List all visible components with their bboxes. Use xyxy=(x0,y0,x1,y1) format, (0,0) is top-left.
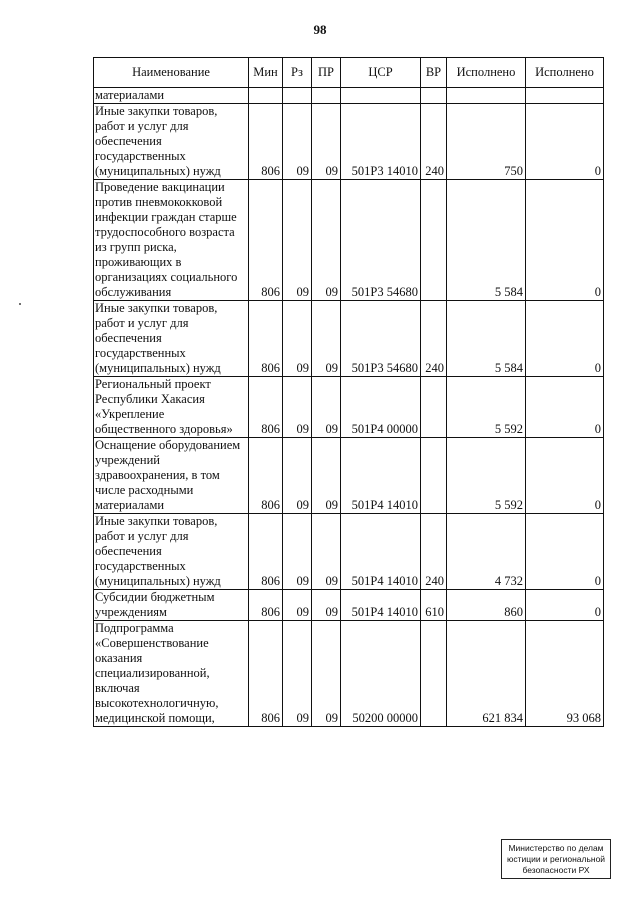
table-row-continuation xyxy=(94,88,604,104)
table-row xyxy=(94,514,604,590)
cell-rz: 09 xyxy=(283,514,312,590)
cell-csr: 501Р4 14010 xyxy=(341,514,421,590)
cell-executed-2: 0 xyxy=(526,438,604,514)
cell-vr: 240 xyxy=(421,104,447,180)
cell-name: Иные закупки товаров, работ и услуг для обеспечения государственных (муниципальных) нужд xyxy=(94,514,249,590)
cell-pr: 09 xyxy=(312,104,341,180)
cell-executed-2: 0 xyxy=(526,301,604,377)
cell-rz: 09 xyxy=(283,104,312,180)
stamp-line: юстиции и региональной xyxy=(506,853,606,864)
cell-vr xyxy=(421,88,447,104)
cell-executed-2: 0 xyxy=(526,377,604,438)
cell-rz xyxy=(283,88,312,104)
header-executed-1: Исполнено xyxy=(447,58,526,88)
cell-name: материалами xyxy=(94,88,249,104)
cell-csr: 50200 00000 xyxy=(341,621,421,727)
cell-executed-1: 5 592 xyxy=(447,438,526,514)
cell-executed-1: 860 xyxy=(447,590,526,621)
scan-speck xyxy=(19,303,21,305)
cell-pr: 09 xyxy=(312,621,341,727)
ministry-stamp xyxy=(501,839,611,879)
cell-executed-1: 5 584 xyxy=(447,301,526,377)
page-number: 98 xyxy=(313,22,327,37)
header-pr: ПР xyxy=(312,58,341,88)
cell-min xyxy=(249,88,283,104)
stamp-line: безопасности РХ xyxy=(522,864,590,875)
table-row xyxy=(94,438,604,514)
cell-executed-1 xyxy=(447,88,526,104)
cell-rz: 09 xyxy=(283,377,312,438)
cell-vr: 240 xyxy=(421,514,447,590)
cell-name: Региональный проект Республики Хакасия «Укрепление общественного здоровья» xyxy=(94,377,249,438)
cell-executed-1: 5 592 xyxy=(447,377,526,438)
cell-pr: 09 xyxy=(312,377,341,438)
header-executed-2: Исполнено xyxy=(526,58,604,88)
cell-min: 806 xyxy=(249,104,283,180)
stamp-line: Министерство по делам xyxy=(508,842,604,853)
header-min: Мин xyxy=(249,58,283,88)
cell-executed-2 xyxy=(526,88,604,104)
cell-min: 806 xyxy=(249,590,283,621)
cell-csr: 501Р3 54680 xyxy=(341,301,421,377)
cell-min: 806 xyxy=(249,301,283,377)
cell-pr: 09 xyxy=(312,438,341,514)
cell-vr xyxy=(421,438,447,514)
cell-min: 806 xyxy=(249,377,283,438)
table-row xyxy=(94,180,604,301)
cell-executed-2: 93 068 xyxy=(526,621,604,727)
cell-executed-1: 621 834 xyxy=(447,621,526,727)
cell-rz: 09 xyxy=(283,180,312,301)
table-row xyxy=(94,377,604,438)
cell-pr: 09 xyxy=(312,301,341,377)
table-row xyxy=(94,621,604,727)
cell-pr xyxy=(312,88,341,104)
cell-executed-1: 5 584 xyxy=(447,180,526,301)
cell-vr: 610 xyxy=(421,590,447,621)
header-csr: ЦСР xyxy=(341,58,421,88)
table-row xyxy=(94,590,604,621)
header-vr: ВР xyxy=(421,58,447,88)
cell-name: Оснащение оборудованием учреждений здравоохранения, в том числе расходными материалами xyxy=(94,438,249,514)
cell-csr: 501Р4 14010 xyxy=(341,590,421,621)
cell-vr: 240 xyxy=(421,301,447,377)
cell-min: 806 xyxy=(249,514,283,590)
cell-executed-2: 0 xyxy=(526,104,604,180)
table-row xyxy=(94,301,604,377)
cell-name: Иные закупки товаров, работ и услуг для обеспечения государственных (муниципальных) нужд xyxy=(94,301,249,377)
cell-csr: 501Р3 14010 xyxy=(341,104,421,180)
table-header-row xyxy=(94,58,604,88)
cell-csr: 501Р3 54680 xyxy=(341,180,421,301)
cell-executed-2: 0 xyxy=(526,180,604,301)
cell-min: 806 xyxy=(249,621,283,727)
cell-executed-2: 0 xyxy=(526,514,604,590)
cell-vr xyxy=(421,377,447,438)
cell-csr: 501Р4 00000 xyxy=(341,377,421,438)
cell-csr xyxy=(341,88,421,104)
cell-name: Проведение вакцинации против пневмококковой инфекции граждан старше трудоспособного возраста из групп риска, проживающих в организациях социального обслуживания xyxy=(94,180,249,301)
cell-pr: 09 xyxy=(312,514,341,590)
cell-executed-1: 4 732 xyxy=(447,514,526,590)
cell-name: Иные закупки товаров, работ и услуг для обеспечения государственных (муниципальных) нужд xyxy=(94,104,249,180)
cell-min: 806 xyxy=(249,180,283,301)
cell-csr: 501Р4 14010 xyxy=(341,438,421,514)
cell-name: Субсидии бюджетным учреждениям xyxy=(94,590,249,621)
cell-min: 806 xyxy=(249,438,283,514)
cell-vr xyxy=(421,621,447,727)
header-name: Наименование xyxy=(94,58,249,88)
cell-pr: 09 xyxy=(312,590,341,621)
cell-name: Подпрограмма «Совершенствование оказания специализированной, включая высокотехнологичную, медицинской помощи, xyxy=(94,621,249,727)
cell-executed-2: 0 xyxy=(526,590,604,621)
header-rz: Рз xyxy=(283,58,312,88)
cell-pr: 09 xyxy=(312,180,341,301)
budget-table xyxy=(93,57,604,727)
cell-executed-1: 750 xyxy=(447,104,526,180)
cell-rz: 09 xyxy=(283,301,312,377)
cell-vr xyxy=(421,180,447,301)
cell-rz: 09 xyxy=(283,438,312,514)
table-row xyxy=(94,104,604,180)
cell-rz: 09 xyxy=(283,590,312,621)
cell-rz: 09 xyxy=(283,621,312,727)
